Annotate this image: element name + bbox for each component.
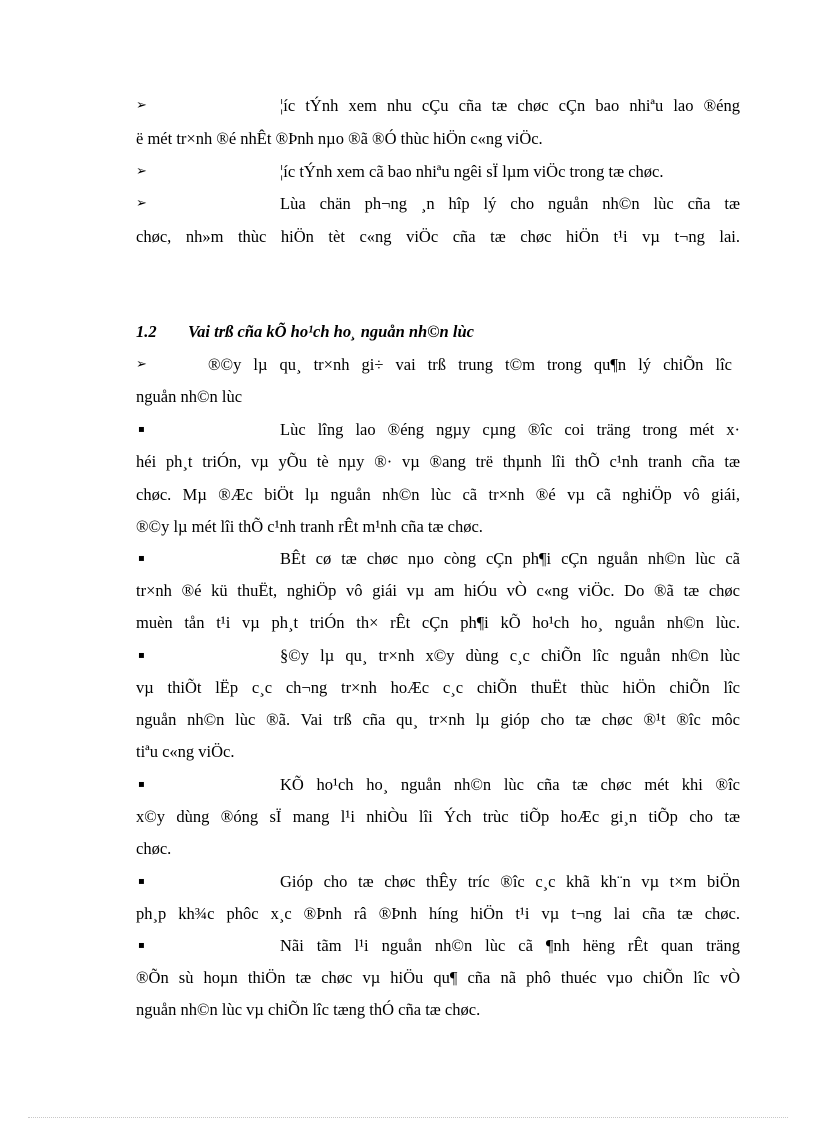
paragraph-line: ®©y lµ mét lîi thÕ c¹nh tranh rÊt m¹nh cña tæ chøc. [136,517,483,536]
paragraph-line: Nãi tãm l¹i nguån nh©n lùc cã ¶nh hëng rÊt quan träng [280,936,740,955]
paragraph-line: chøc. [136,839,172,858]
paragraph-line: nguån nh©n lùc vµ chiÕn lîc tæng thÓ cña tæ chøc. [136,1000,481,1019]
paragraph-line: Gióp cho tæ chøc thÊy tríc ®îc c¸c khã kh¨n vµ t×m biÖn [280,872,740,891]
paragraph-line: nguån nh©n lùc [136,387,243,406]
square-bullet-icon: ▪ [138,650,145,661]
paragraph-line: vµ thiÕt lËp c¸c ch¬ng tr×nh hoÆc c¸c chiÕn thuËt thùc hiÖn chiÕn lîc [136,678,740,697]
square-bullet-icon: ▪ [138,424,145,435]
paragraph-line: BÊt cø tæ chøc nµo còng cÇn ph¶i cÇn nguån nh©n lùc cã [280,549,740,568]
section-number: 1.2 [136,322,157,341]
paragraph-line: Lùa chän ph¬ng ¸n hîp lý cho nguån nh©n lùc cña tæ [280,194,740,213]
footer-divider [28,1117,788,1118]
square-bullet-icon: ▪ [138,940,145,951]
square-bullet-icon: ▪ [138,876,145,887]
paragraph-line: nguån nh©n lùc ®ã. Vai trß cña qu¸ tr×nh lµ gióp cho tæ chøc ®¹t ®îc môc [136,710,740,729]
paragraph-line: ®©y lµ qu¸ tr×nh gi÷ vai trß trung t©m trong qu¶n lý chiÕn lîc [208,355,732,374]
paragraph-line: KÕ ho¹ch ho¸ nguån nh©n lùc cña tæ chøc mét khi ®îc [280,775,740,794]
paragraph-line: ¦íc tÝnh xem nhu cÇu cña tæ chøc cÇn bao nhiªu lao ®éng [280,96,740,115]
paragraph-line: ë mét tr×nh ®é nhÊt ®Þnh nµo ®ã ®Ó thùc hiÖn c«ng viÖc. [136,129,543,148]
paragraph-line: ®Õn sù hoµn thiÖn tæ chøc vµ hiÖu qu¶ cña nã phô thuéc vµo chiÕn lîc vÒ [136,968,740,987]
paragraph-line: x©y dùng ®óng sÏ mang l¹i nhiÒu lîi Ých trùc tiÕp hoÆc gi¸n tiÕp cho tæ [136,807,740,826]
paragraph-line: ¦íc tÝnh xem cã bao nhiªu ngêi sÏ lµm viÖc trong tæ chøc. [280,162,664,181]
paragraph-line: tiªu c«ng viÖc. [136,742,235,761]
paragraph-line: muèn tån t¹i vµ ph¸t triÓn th× rÊt cÇn ph¶i kÕ ho¹ch ho¸ nguån nh©n lùc. [136,613,740,632]
square-bullet-icon: ▪ [138,553,145,564]
paragraph-line: §©y lµ qu¸ tr×nh x©y dùng c¸c chiÕn lîc nguån nh©n lùc [280,646,740,665]
arrow-bullet-icon: ➢ [136,164,147,179]
section-title: Vai trß cña kÕ ho¹ch ho¸ nguån nh©n lùc [188,322,474,341]
paragraph-line: chøc. Mµ ®Æc biÖt lµ nguån nh©n lùc cã tr×nh ®é vµ cã nghiÖp vô giái, [136,485,740,504]
paragraph-line: tr×nh ®é kü thuËt, nghiÖp vô giái vµ am hiÓu vÒ c«ng viÖc. Do ®ã tæ chøc [136,581,740,600]
square-bullet-icon: ▪ [138,779,145,790]
paragraph-line: héi ph¸t triÓn, vµ yÕu tè nµy ®· vµ ®ang trë thµnh lîi thÕ c¹nh tranh cña tæ [136,452,740,471]
paragraph-line: chøc, nh»m thùc hiÖn tèt c«ng viÖc cña tæ chøc hiÖn t¹i vµ t¬ng lai. [136,227,740,246]
arrow-bullet-icon: ➢ [136,196,147,211]
paragraph-line: ph¸p kh¾c phôc x¸c ®Þnh râ ®Þnh híng hiÖn t¹i vµ t¬ng lai cña tæ chøc. [136,904,740,923]
section-heading [136,322,740,342]
paragraph-line: Lùc lîng lao ®éng ngµy cµng ®îc coi träng trong mét x· [280,420,740,439]
arrow-bullet-icon: ➢ [136,357,147,372]
arrow-bullet-icon: ➢ [136,98,147,113]
